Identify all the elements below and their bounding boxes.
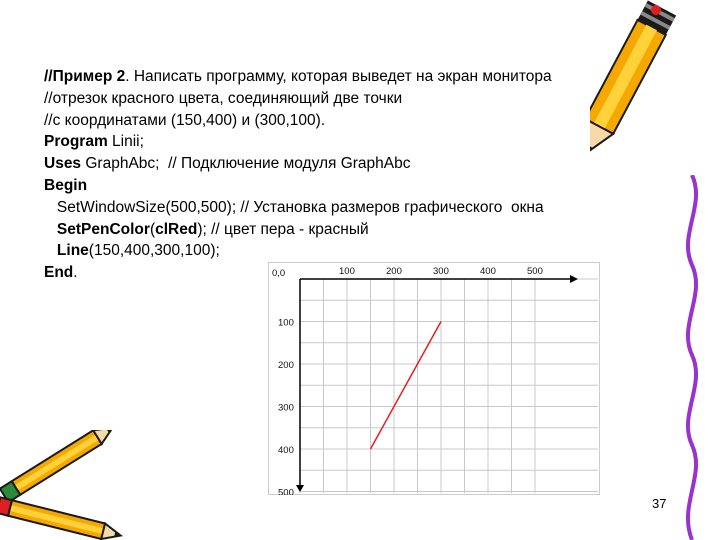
code-keyword: Uses (44, 155, 82, 173)
code-line (44, 175, 552, 197)
code-text: //с координатами (150,400) и (300,100). (44, 111, 326, 129)
code-keyword: Begin (44, 176, 88, 194)
code-text (44, 242, 57, 259)
code-text: ( (149, 220, 156, 238)
code-line (44, 153, 552, 175)
code-text: ); // цвет пера - красный (197, 220, 369, 238)
x-tick-label: 100 (339, 266, 355, 277)
y-tick-label: 100 (278, 317, 294, 329)
code-keyword: Line (56, 242, 89, 260)
code-line (44, 240, 552, 262)
code-line (44, 66, 552, 88)
code-keyword: //Пример 2 (44, 68, 126, 85)
grid-frame (269, 263, 600, 495)
x-tick-label: 200 (386, 266, 402, 277)
code-line (44, 110, 552, 132)
code-text: Linii; (107, 133, 144, 151)
coordinate-grid (268, 262, 600, 495)
code-text (44, 221, 57, 238)
code-keyword: SetPenColor (56, 220, 150, 238)
code-text: GraphAbc; // Подключение модуля GraphAbc (81, 155, 411, 173)
code-line (44, 219, 552, 241)
graphic-window (268, 262, 600, 495)
code-text: . (73, 264, 78, 282)
x-tick-label: 300 (433, 266, 449, 277)
code-keyword: Program (44, 133, 108, 151)
pencil-icon (590, 0, 720, 185)
x-tick-label: 400 (480, 266, 496, 277)
code-text: (150,400,300,100); (88, 242, 220, 260)
x-tick-label: 500 (527, 266, 543, 277)
y-tick-label: 200 (278, 360, 294, 371)
code-text: //отрезок красного цвета, соединяющий две точки (44, 89, 403, 107)
code-text: . Написать программу, которая выведет на экран монитора (125, 68, 552, 85)
code-keyword: End (44, 264, 74, 282)
code-line (44, 131, 552, 153)
code-listing (44, 66, 552, 284)
page-number: 37 (652, 496, 667, 511)
code-keyword: clRed (155, 220, 198, 238)
y-tick-label: 300 (278, 402, 294, 414)
crossed-pencils-icon (0, 430, 160, 540)
code-text: SetWindowSize(500,500); // Установка размеров графического окна (44, 198, 544, 216)
origin-label: 0,0 (272, 268, 286, 279)
code-line (44, 197, 552, 219)
wavy-line-decoration (670, 175, 718, 540)
y-tick-label: 500 (278, 487, 294, 495)
y-tick-label: 400 (278, 445, 294, 456)
code-line (44, 88, 552, 110)
